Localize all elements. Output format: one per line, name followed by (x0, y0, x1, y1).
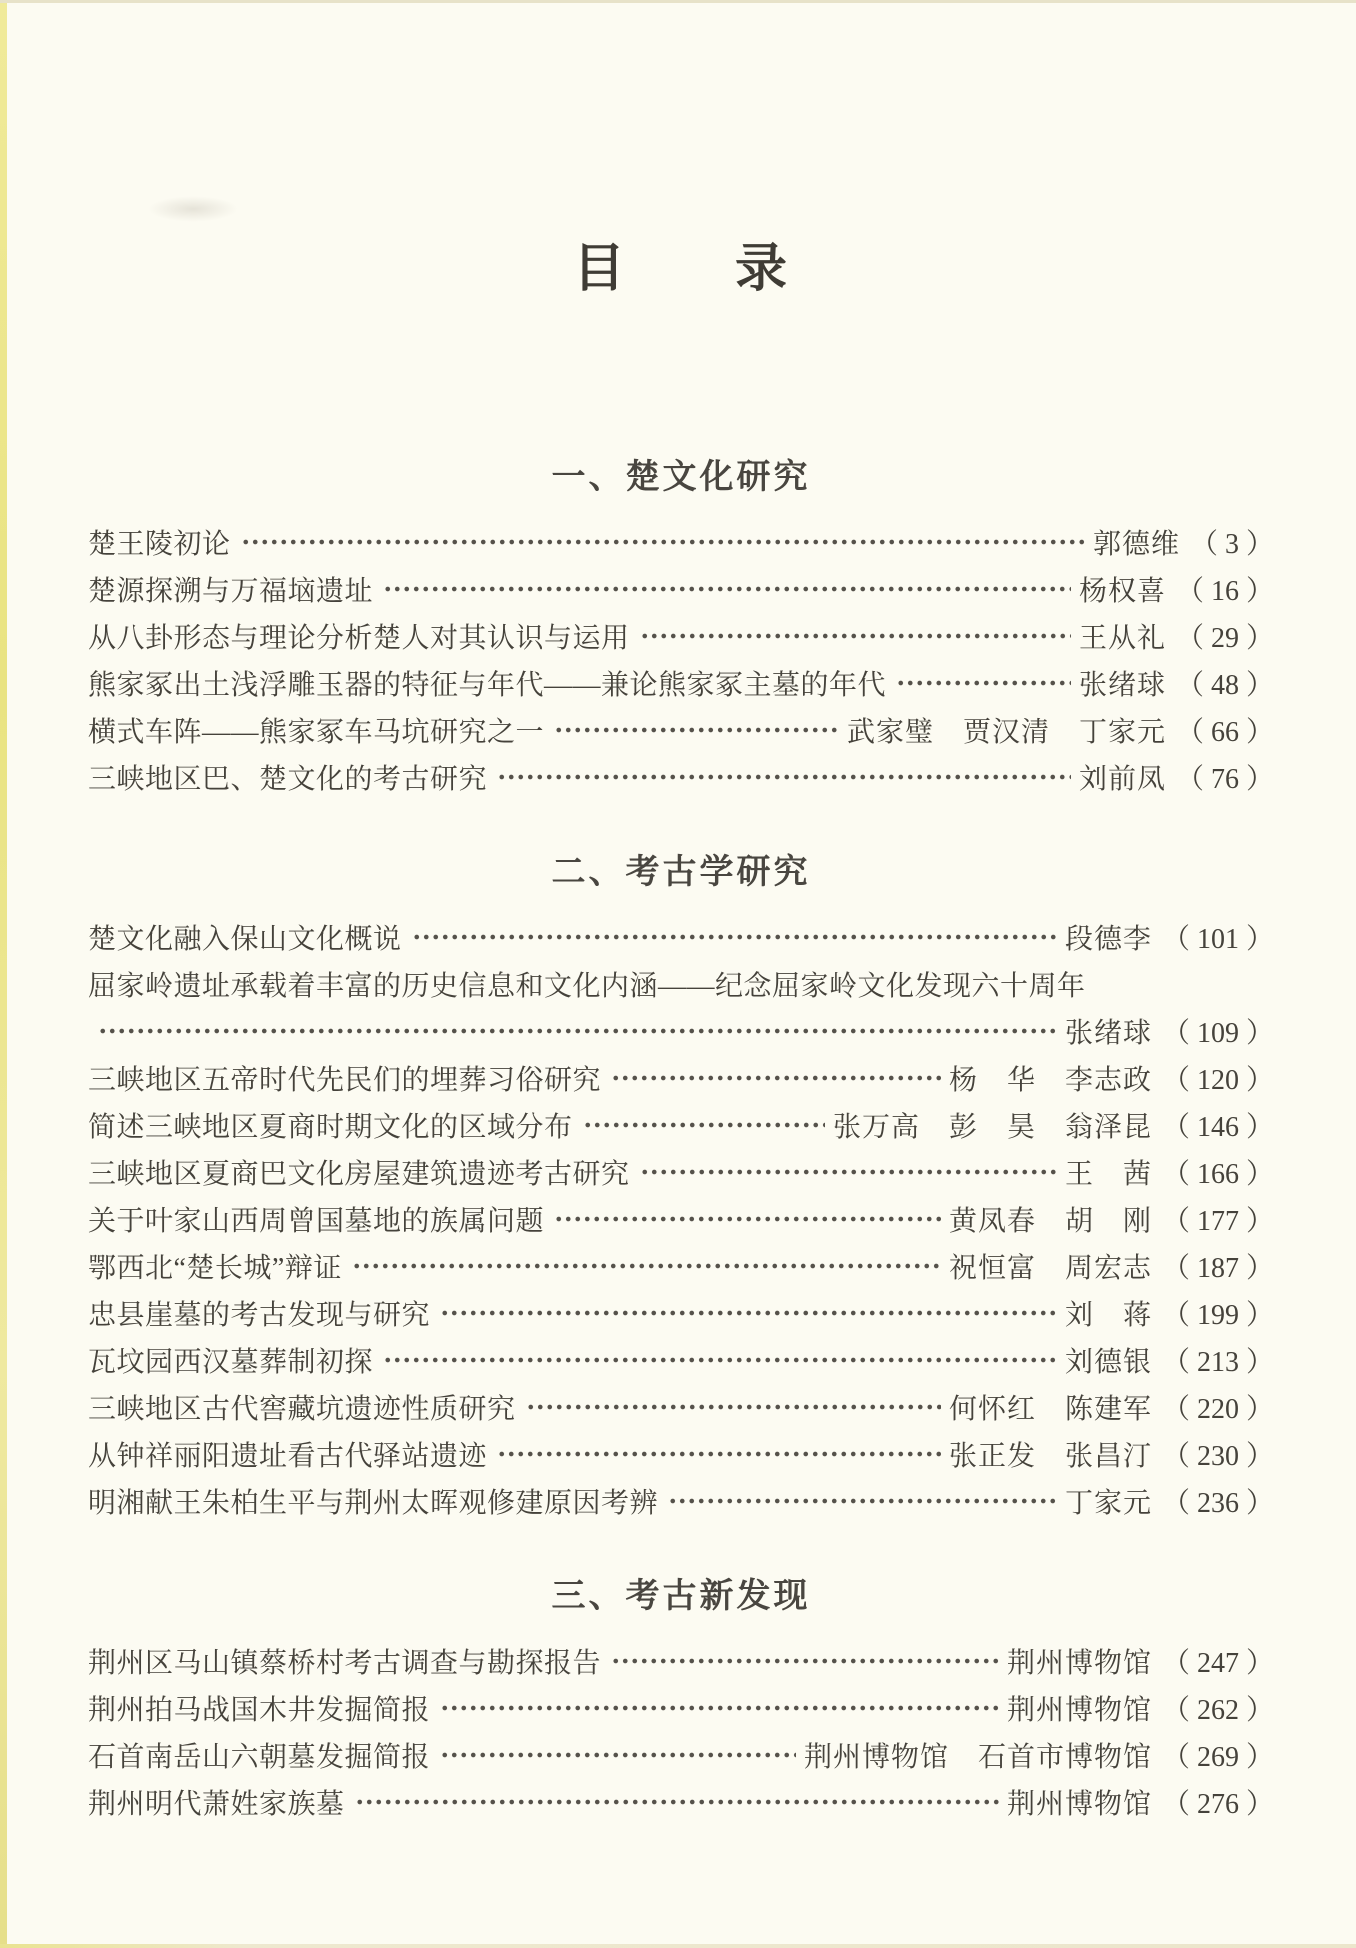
section-entries (88, 518, 1274, 800)
toc-entry (88, 1477, 1274, 1524)
section-entries (88, 1637, 1274, 1825)
entry-page-number: （ 48 ） (1175, 669, 1274, 701)
entry-title: 关于叶家山西周曾国墓地的族属问题 (88, 1205, 545, 1237)
entry-page-number: （ 276 ） (1161, 1788, 1274, 1820)
entry-title: 忠县崖墓的考古发现与研究 (88, 1299, 431, 1331)
toc-entry (88, 1148, 1274, 1195)
dot-leader (495, 1439, 941, 1469)
entry-authors: 黄凤春 胡 刚 (948, 1205, 1152, 1237)
entry-authors: 荆州博物馆 (1006, 1647, 1152, 1679)
toc-entry (88, 1289, 1274, 1336)
toc-content (88, 0, 1274, 1825)
entry-authors: 武家璧 贾汉清 丁家元 (846, 716, 1166, 748)
dot-leader (894, 668, 1071, 698)
entry-authors: 刘德银 (1064, 1346, 1152, 1378)
entry-page-number: （ 247 ） (1161, 1647, 1274, 1679)
entry-authors: 何怀红 陈建军 (948, 1393, 1152, 1425)
entry-authors: 王从礼 (1078, 622, 1166, 654)
entry-title: 楚王陵初论 (88, 528, 231, 560)
entry-page-number: （ 199 ） (1161, 1299, 1274, 1331)
dot-leader (438, 1298, 1057, 1328)
entry-title: 荆州明代萧姓家族墓 (88, 1788, 345, 1820)
toc-sections (88, 449, 1274, 1825)
entry-authors: 杨 华 李志政 (948, 1064, 1152, 1096)
dot-leader (609, 1646, 999, 1676)
entry-authors: 段德李 (1064, 923, 1152, 955)
scan-edge-bottom (0, 1944, 1356, 1948)
toc-entry (88, 1101, 1274, 1148)
toc-entry (88, 1195, 1274, 1242)
entry-authors: 张绪球 (1064, 1017, 1152, 1049)
entry-authors: 张正发 张昌汀 (948, 1440, 1152, 1472)
toc-entry (88, 1336, 1274, 1383)
entry-title: 楚文化融入保山文化概说 (88, 923, 402, 955)
dot-leader (381, 1345, 1057, 1375)
entry-page-number: （ 101 ） (1161, 923, 1274, 955)
toc-entry (88, 1383, 1274, 1430)
entry-page-number: （ 236 ） (1161, 1487, 1274, 1519)
toc-entry (88, 753, 1274, 800)
toc-entry (88, 706, 1274, 753)
toc-entry (88, 1731, 1274, 1778)
entry-title: 荆州区马山镇蔡桥村考古调查与勘探报告 (88, 1647, 602, 1679)
scan-edge-left (0, 0, 7, 1948)
entry-page-number: （ 213 ） (1161, 1346, 1274, 1378)
entry-page-number: （ 120 ） (1161, 1064, 1274, 1096)
dot-leader (638, 1157, 1057, 1187)
dot-leader (524, 1392, 941, 1422)
toc-entry (88, 1054, 1274, 1101)
entry-title: 荆州拍马战国木井发掘简报 (88, 1694, 431, 1726)
entry-authors: 郭德维 (1092, 528, 1180, 560)
section-heading: 一、楚文化研究 (551, 458, 811, 496)
toc-entry (88, 960, 1274, 1007)
dot-leader (552, 715, 839, 745)
toc-entry (88, 913, 1274, 960)
entry-title: 鄂西北“楚长城”辩证 (88, 1252, 342, 1284)
toc-entry (88, 659, 1274, 706)
entry-page-number: （ 262 ） (1161, 1694, 1274, 1726)
section-entries (88, 913, 1274, 1524)
entry-authors: 荆州博物馆 石首市博物馆 (803, 1741, 1152, 1773)
entry-page-number: （ 177 ） (1161, 1205, 1274, 1237)
toc-entry (88, 1242, 1274, 1289)
dot-leader (350, 1251, 941, 1281)
dot-leader (438, 1693, 999, 1723)
toc-entry (88, 518, 1274, 565)
entry-page-number: （ 16 ） (1175, 575, 1274, 607)
entry-title: 从八卦形态与理论分析楚人对其认识与运用 (88, 622, 630, 654)
dot-leader (239, 527, 1085, 557)
dot-leader (96, 1016, 1057, 1046)
entry-title: 屈家岭遗址承载着丰富的历史信息和文化内涵——纪念屈家岭文化发现六十周年 (88, 970, 1086, 1002)
entry-page-number: （ 166 ） (1161, 1158, 1274, 1190)
toc-entry (88, 1684, 1274, 1731)
entry-title: 简述三峡地区夏商时期文化的区域分布 (88, 1111, 573, 1143)
entry-authors: 刘 蒋 (1064, 1299, 1152, 1331)
toc-section (88, 1568, 1274, 1825)
dot-leader (666, 1486, 1057, 1516)
entry-title: 横式车阵——熊家冢车马坑研究之一 (88, 716, 545, 748)
dot-leader (353, 1787, 999, 1817)
entry-authors: 荆州博物馆 (1006, 1694, 1152, 1726)
entry-page-number: （ 29 ） (1175, 622, 1274, 654)
entry-authors: 祝恒富 周宏志 (948, 1252, 1152, 1284)
entry-authors: 张万高 彭 昊 翁泽昆 (832, 1111, 1152, 1143)
entry-title: 石首南岳山六朝墓发掘简报 (88, 1741, 431, 1773)
dot-leader (552, 1204, 941, 1234)
dot-leader (609, 1063, 941, 1093)
entry-page-number: （ 269 ） (1161, 1741, 1274, 1773)
toc-entry (88, 1007, 1274, 1054)
entry-page-number: （ 230 ） (1161, 1440, 1274, 1472)
entry-title: 三峡地区巴、楚文化的考古研究 (88, 763, 488, 795)
toc-entry (88, 1637, 1274, 1684)
toc-section (88, 449, 1274, 800)
dot-leader (495, 762, 1071, 792)
entry-title: 三峡地区古代窖藏坑遗迹性质研究 (88, 1393, 516, 1425)
entry-title: 熊家冢出土浅浮雕玉器的特征与年代——兼论熊家冢主墓的年代 (88, 669, 887, 701)
entry-page-number: （ 3 ） (1189, 528, 1274, 560)
toc-entry (88, 612, 1274, 659)
entry-authors: 杨权喜 (1078, 575, 1166, 607)
entry-title: 明湘献王朱柏生平与荆州太晖观修建原因考辨 (88, 1487, 659, 1519)
entry-authors: 丁家元 (1064, 1487, 1152, 1519)
dot-leader (438, 1740, 796, 1770)
dot-leader (410, 922, 1057, 952)
dot-leader (581, 1110, 825, 1140)
entry-title: 瓦坟园西汉墓葬制初探 (88, 1346, 374, 1378)
entry-title: 从钟祥丽阳遗址看古代驿站遗迹 (88, 1440, 488, 1472)
entry-page-number: （ 187 ） (1161, 1252, 1274, 1284)
section-heading: 三、考古新发现 (551, 1577, 811, 1615)
section-heading: 二、考古学研究 (551, 853, 811, 891)
dot-leader (638, 621, 1071, 651)
entry-title: 楚源探溯与万福垴遗址 (88, 575, 374, 607)
entry-page-number: （ 146 ） (1161, 1111, 1274, 1143)
entry-page-number: （ 109 ） (1161, 1017, 1274, 1049)
page-title: 目 录 (572, 241, 789, 298)
dot-leader (381, 574, 1071, 604)
entry-title: 三峡地区夏商巴文化房屋建筑遗迹考古研究 (88, 1158, 630, 1190)
entry-title: 三峡地区五帝时代先民们的埋葬习俗研究 (88, 1064, 602, 1096)
toc-entry (88, 565, 1274, 612)
entry-authors: 荆州博物馆 (1006, 1788, 1152, 1820)
toc-entry (88, 1430, 1274, 1477)
entry-page-number: （ 76 ） (1175, 763, 1274, 795)
entry-authors: 刘前凤 (1078, 763, 1166, 795)
entry-page-number: （ 66 ） (1175, 716, 1274, 748)
entry-page-number: （ 220 ） (1161, 1393, 1274, 1425)
toc-entry (88, 1778, 1274, 1825)
entry-authors: 王 茜 (1064, 1158, 1152, 1190)
entry-authors: 张绪球 (1078, 669, 1166, 701)
toc-section (88, 844, 1274, 1524)
